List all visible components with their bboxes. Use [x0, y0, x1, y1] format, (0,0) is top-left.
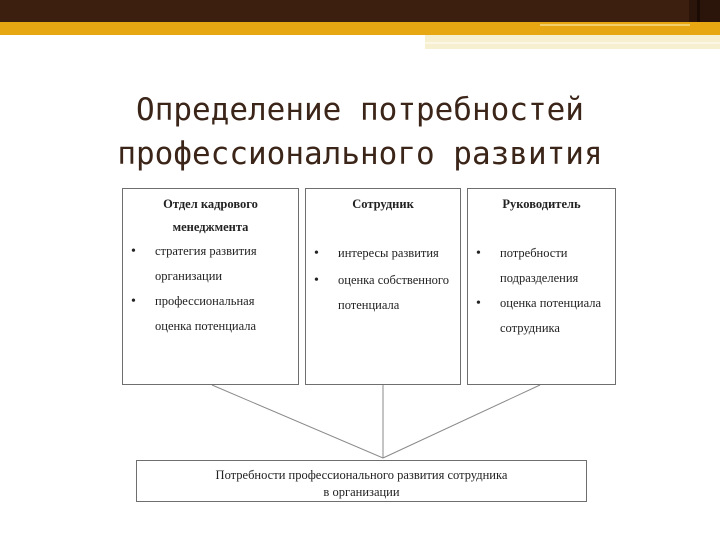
list-item: • потребности подразделения: [476, 241, 609, 291]
column-heading-line-1: Сотрудник: [352, 197, 414, 211]
slide-title-line-2: профессионального развития: [117, 136, 603, 172]
result-box: [136, 460, 587, 502]
connector-right: [383, 385, 540, 458]
result-text-line-2: в организации: [323, 485, 400, 499]
column-hr-department: [122, 188, 299, 385]
list-item: • стратегия развития организации: [131, 239, 292, 289]
column-heading-line-2: менеджмента: [172, 220, 249, 234]
result-text-line-1: Потребности профессионального развития сотрудника: [215, 468, 508, 482]
slide-title-line-1: Определение потребностей: [136, 92, 584, 128]
column-list: [306, 241, 460, 318]
list-item: • интересы развития: [314, 241, 454, 266]
column-heading-line-1: Руководитель: [502, 197, 581, 211]
column-manager: [467, 188, 616, 385]
list-item: • профессиональная оценка потенциала: [131, 289, 292, 339]
column-heading: [468, 189, 615, 239]
column-heading-line-1: Отдел кадрового: [163, 197, 258, 211]
column-heading: [306, 189, 460, 239]
list-item: • оценка потенциала сотрудника: [476, 291, 609, 341]
connector-left: [212, 385, 383, 458]
column-heading: [123, 189, 298, 239]
column-employee: [305, 188, 461, 385]
column-list: [468, 241, 615, 341]
list-item: • оценка собственного потенциала: [314, 268, 454, 318]
column-list: [123, 239, 298, 339]
